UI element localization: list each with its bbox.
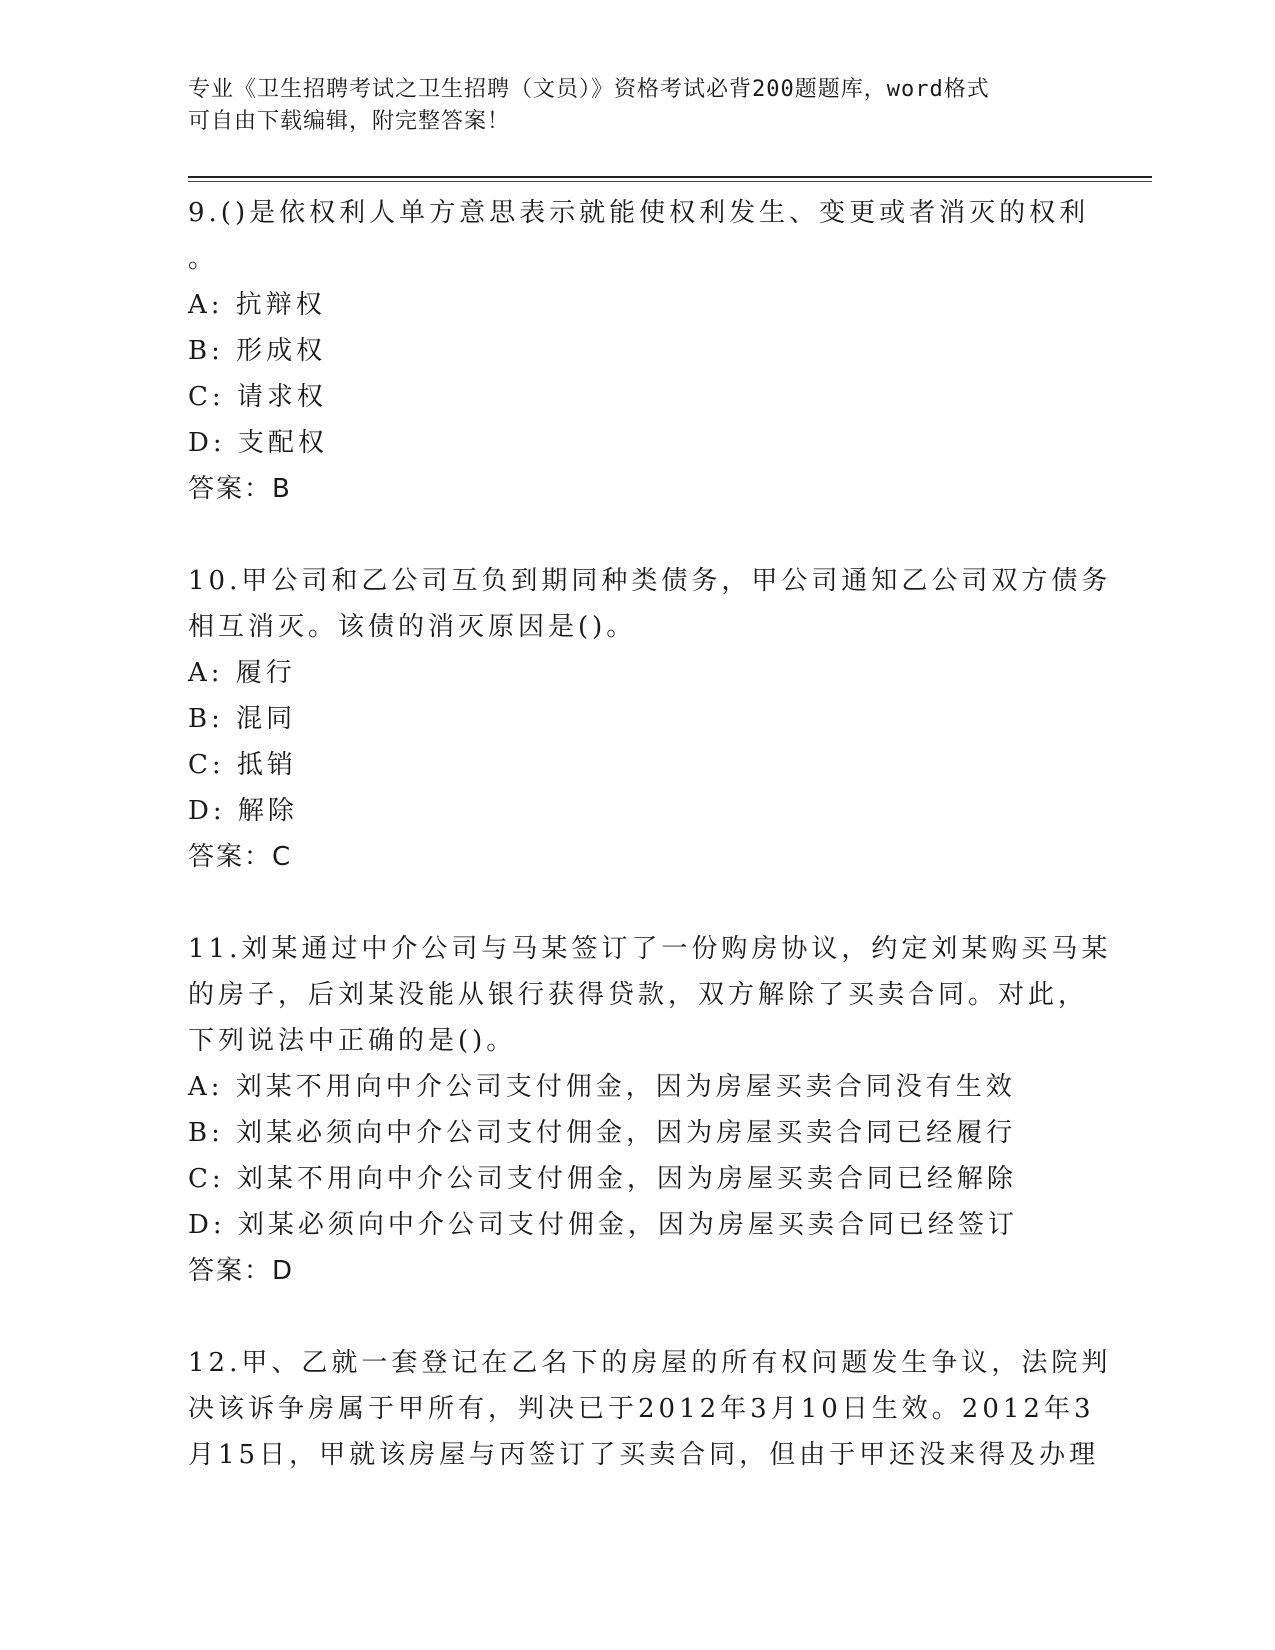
question-text-line: 决该诉争房属于甲所有，判决已于2012年3月10日生效。2012年3 [188, 1394, 1095, 1424]
question-list [188, 190, 1112, 1524]
question-text-line: 10.甲公司和乙公司互负到期同种类债务，甲公司通知乙公司双方债务 [188, 566, 1112, 596]
question-text-line: 9.()是依权利人单方意思表示就能使权利发生、变更或者消灭的权利 [188, 198, 1090, 228]
question-text-line: 月15日，甲就该房屋与丙签订了买卖合同，但由于甲还没来得及办理 [188, 1440, 1100, 1470]
question-text-line: 相互消灭。该债的消灭原因是()。 [188, 612, 637, 642]
question-10 [188, 558, 1112, 880]
answer-label: 答案：B [188, 474, 292, 504]
option-b: B: 混同 [188, 704, 297, 734]
option-d: D: 刘某必须向中介公司支付佣金，因为房屋买卖合同已经签订 [188, 1210, 1018, 1240]
header-line-2: 可自由下载编辑，附完整答案！ [188, 109, 511, 134]
question-text-line: 。 [188, 244, 219, 274]
question-text-line: 的房子，后刘某没能从银行获得贷款，双方解除了买卖合同。对此， [188, 980, 1089, 1010]
header-divider-thin [188, 181, 1152, 182]
option-c: C: 请求权 [188, 382, 327, 412]
question-11 [188, 926, 1112, 1294]
question-text-line: 11.刘某通过中介公司与马某签订了一份购房协议，约定刘某购买马某 [188, 934, 1112, 964]
option-a: A: 抗辩权 [188, 290, 326, 320]
option-c: C: 刘某不用向中介公司支付佣金，因为房屋买卖合同已经解除 [188, 1164, 1017, 1194]
option-a: A: 刘某不用向中介公司支付佣金，因为房屋买卖合同没有生效 [188, 1072, 1016, 1102]
option-b: B: 形成权 [188, 336, 327, 366]
option-d: D: 支配权 [188, 428, 328, 458]
document-header [188, 74, 1088, 138]
option-b: B: 刘某必须向中介公司支付佣金，因为房屋买卖合同已经履行 [188, 1118, 1017, 1148]
question-9 [188, 190, 1088, 512]
header-divider-thick [188, 176, 1152, 178]
question-12 [188, 1340, 1112, 1478]
option-c: C: 抵销 [188, 750, 297, 780]
header-line-1: 专业《卫生招聘考试之卫生招聘（文员）》资格考试必背200题题库，word格式 [188, 77, 990, 102]
answer-label: 答案：C [188, 842, 293, 872]
question-text-line: 下列说法中正确的是()。 [188, 1026, 517, 1056]
option-d: D: 解除 [188, 796, 298, 826]
answer-label: 答案：D [188, 1256, 295, 1286]
option-a: A: 履行 [188, 658, 296, 688]
question-text-line: 12.甲、乙就一套登记在乙名下的房屋的所有权问题发生争议，法院判 [188, 1348, 1112, 1378]
